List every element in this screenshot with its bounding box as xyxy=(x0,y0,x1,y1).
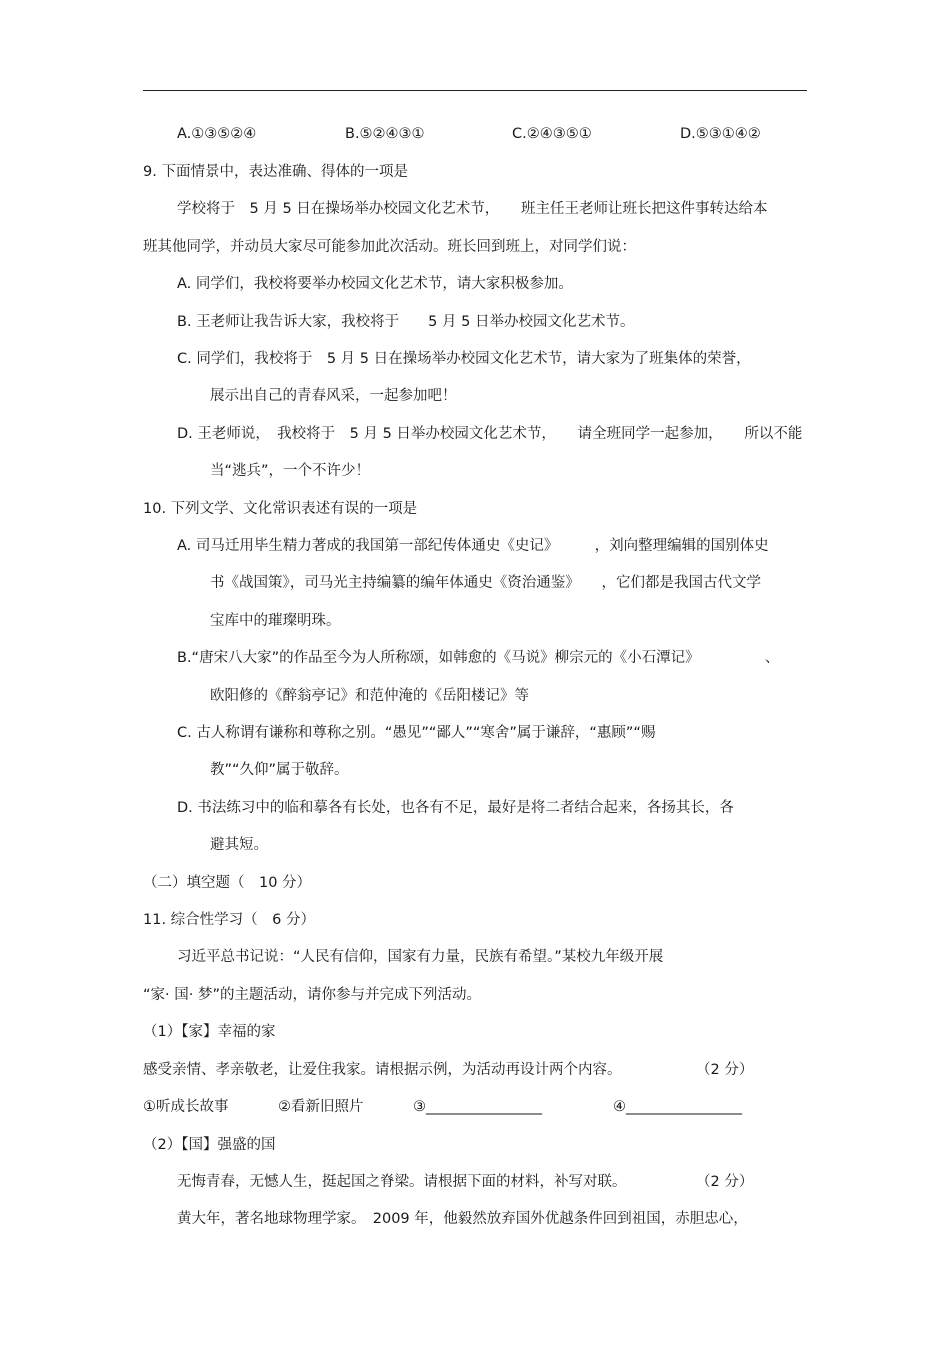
header-rule xyxy=(143,90,807,91)
q10-option-c-line1: C. 古人称谓有谦称和尊称之别。“愚见”“鄙人”“寒舍”属于谦辞，“惠顾”“赐 xyxy=(177,725,656,741)
q10-option-d-line2: 避其短。 xyxy=(210,837,268,853)
q11-intro-line2: “家· 国· 梦”的主题活动，请你参与并完成下列活动。 xyxy=(143,987,481,1003)
q10-option-a-line3: 宝库中的璀璨明珠。 xyxy=(210,613,341,629)
q9-option-b: B. 王老师让我告诉大家，我校将于 5 月 5 日举办校园文化艺术节。 xyxy=(177,314,635,330)
q11-sub2-text: 无悔青春，无憾人生，挺起国之脊梁。请根据下面的材料，补写对联。 xyxy=(177,1174,627,1190)
q8-option-c: C.②④③⑤① xyxy=(512,126,592,142)
q11-stem: 11. 综合性学习（ 6 分） xyxy=(143,912,316,928)
q11-sub1-text: 感受亲情、孝亲敬老，让爱住我家。请根据示例，为活动再设计两个内容。 xyxy=(143,1062,622,1078)
q11-sub2-title: （2）【国】强盛的国 xyxy=(143,1137,276,1153)
q9-context-line2: 班其他同学，并动员大家尽可能参加此次活动。班长回到班上，对同学们说： xyxy=(143,239,636,255)
q11-sub1-score: （2 分） xyxy=(696,1062,754,1078)
q10-stem: 10. 下列文学、文化常识表述有误的一项是 xyxy=(143,501,418,517)
q8-option-d: D.⑤③①④② xyxy=(680,126,761,142)
section2-title: （二）填空题（ 10 分） xyxy=(143,875,312,891)
q8-option-b: B.⑤②④③① xyxy=(345,126,425,142)
q9-option-d-line2: 当“逃兵”，一个不许少！ xyxy=(210,463,371,479)
q10-option-b-line2: 欧阳修的《醉翁亭记》和范仲淹的《岳阳楼记》等 xyxy=(210,688,529,704)
q11-item-2: ②看新旧照片 xyxy=(278,1099,364,1115)
q10-option-d-line1: D. 书法练习中的临和摹各有长处，也各有不足，最好是将二者结合起来，各扬其长，各 xyxy=(177,800,734,816)
q10-option-c-line2: 教”“久仰”属于敬辞。 xyxy=(210,762,349,778)
q8-option-a: A.①③⑤②④ xyxy=(177,126,257,142)
q9-option-a: A. 同学们，我校将要举办校园文化艺术节，请大家积极参加。 xyxy=(177,276,573,292)
q9-option-c-line2: 展示出自己的青春风采，一起参加吧！ xyxy=(210,388,457,404)
q11-sub1-title: （1）【家】幸福的家 xyxy=(143,1024,276,1040)
q11-material-line1: 黄大年，著名地球物理学家。 2009 年，他毅然放弃国外优越条件回到祖国，赤胆忠心， xyxy=(177,1211,748,1227)
q11-item-4-blank[interactable]: ④________________ xyxy=(613,1099,742,1115)
q11-item-1: ①听成长故事 xyxy=(143,1099,229,1115)
q9-option-c-line1: C. 同学们，我校将于 5 月 5 日在操场举办校园文化艺术节，请大家为了班集体的荣誉， xyxy=(177,351,751,367)
q11-sub2-score: （2 分） xyxy=(696,1174,754,1190)
q11-item-3-blank[interactable]: ③________________ xyxy=(413,1099,542,1115)
q9-option-d-line1: D. 王老师说， 我校将于 5 月 5 日举办校园文化艺术节， 请全班同学一起参加， 所以不能 xyxy=(177,426,803,442)
q10-option-b-line1: B.“唐宋八大家”的作品至今为人所称颂，如韩愈的《马说》柳宗元的《小石潭记》 、 xyxy=(177,650,780,666)
q11-intro-line1: 习近平总书记说：“人民有信仰，国家有力量，民族有希望。”某校九年级开展 xyxy=(177,949,664,965)
q10-option-a-line2: 书《战国策》，司马光主持编纂的编年体通史《资治通鉴》 ，它们都是我国古代文学 xyxy=(210,575,761,591)
q9-stem: 9. 下面情景中，表达准确、得体的一项是 xyxy=(143,164,408,180)
q10-option-a-line1: A. 司马迁用毕生精力著成的我国第一部纪传体通史《史记》 ，刘向整理编辑的国别体史 xyxy=(177,538,769,554)
q9-context-line1: 学校将于 5 月 5 日在操场举办校园文化艺术节， 班主任王老师让班长把这件事转达给本 xyxy=(177,201,768,217)
